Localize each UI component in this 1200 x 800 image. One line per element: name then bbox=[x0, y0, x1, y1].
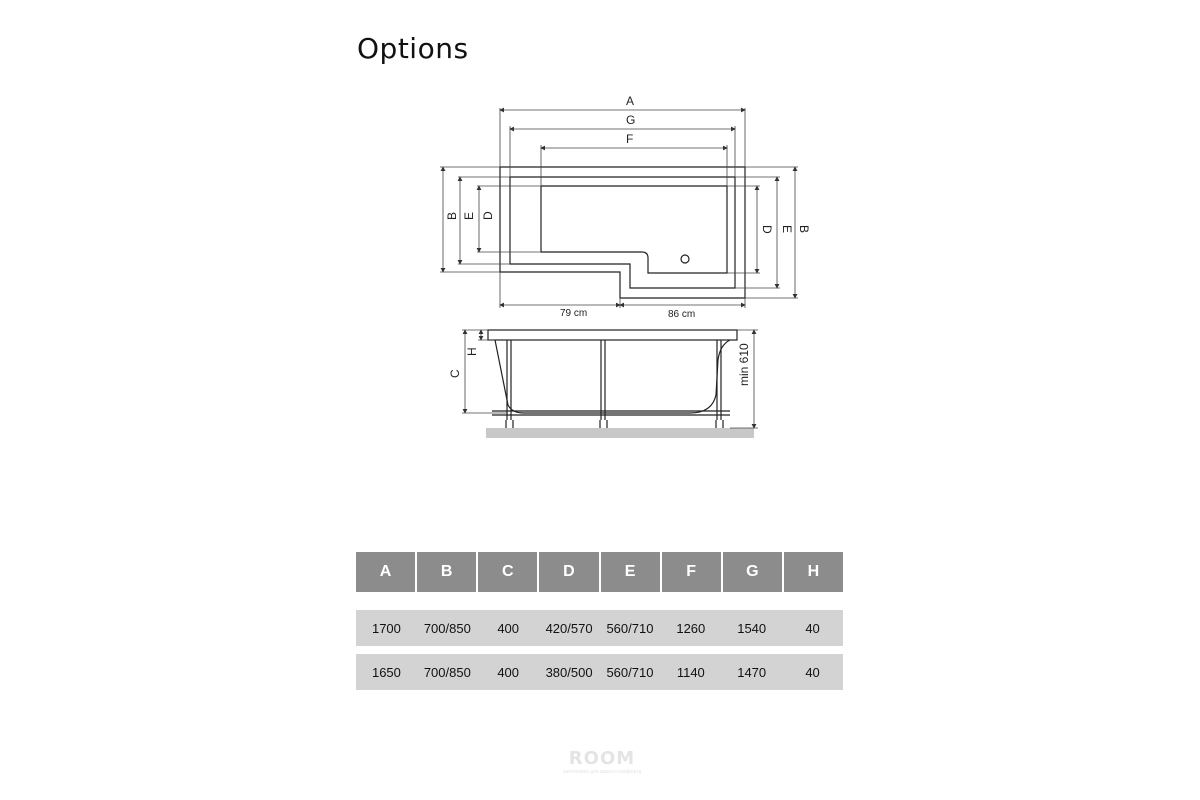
table-header-cell: A bbox=[356, 552, 417, 592]
top-dimension-lines bbox=[440, 108, 798, 308]
table-cell: 380/500 bbox=[545, 664, 593, 680]
label-g: G bbox=[626, 113, 636, 127]
table-cell: 40 bbox=[805, 620, 820, 636]
brand-logo bbox=[552, 748, 652, 775]
table-row bbox=[356, 610, 843, 646]
tub-profile bbox=[495, 340, 730, 413]
side-view bbox=[488, 330, 737, 428]
label-c: C bbox=[448, 369, 462, 378]
tub-basin bbox=[541, 186, 727, 273]
label-f: F bbox=[626, 132, 634, 146]
floor bbox=[486, 428, 754, 438]
table-cell: 700/850 bbox=[423, 620, 471, 636]
table-row bbox=[356, 654, 843, 690]
logo-word: ROOM bbox=[568, 748, 636, 769]
logo-tagline: сантехника для вашего комфорта bbox=[562, 769, 642, 775]
table-cell: 1140 bbox=[676, 664, 705, 680]
label-d-left: D bbox=[481, 211, 495, 220]
label-min-height: min 610 bbox=[737, 343, 751, 386]
table-body bbox=[356, 610, 843, 690]
table-cell: 1700 bbox=[371, 620, 401, 636]
table-cell: 40 bbox=[805, 664, 820, 680]
tub-inner-rim bbox=[510, 177, 735, 288]
table-cell: 1650 bbox=[371, 664, 401, 680]
label-d-right: D bbox=[760, 225, 774, 234]
table-header-cell: C bbox=[478, 552, 539, 592]
table-header-cell: E bbox=[601, 552, 662, 592]
label-b-left: B bbox=[445, 211, 459, 220]
table-cell: 700/850 bbox=[423, 664, 471, 680]
table-header-cell: F bbox=[662, 552, 723, 592]
top-view bbox=[500, 167, 745, 298]
label-e-left: E bbox=[462, 211, 476, 220]
table-cell: 560/710 bbox=[606, 620, 654, 636]
tub-rim bbox=[488, 330, 737, 340]
table-header-row bbox=[356, 552, 843, 592]
label-b-right: B bbox=[797, 225, 811, 234]
table-cell: 1260 bbox=[676, 620, 706, 636]
table-cell: 1540 bbox=[737, 620, 767, 636]
tub-outer-outline bbox=[500, 167, 745, 298]
dimensions-table bbox=[356, 552, 843, 690]
label-left-length: 79 cm bbox=[560, 308, 588, 319]
table-cell: 1470 bbox=[737, 664, 767, 680]
table-cell: 400 bbox=[497, 620, 520, 636]
table-header-cell: G bbox=[723, 552, 784, 592]
table-header-cell: D bbox=[539, 552, 600, 592]
page-title: Options bbox=[357, 32, 469, 65]
table-cell: 560/710 bbox=[606, 664, 654, 680]
drain-icon bbox=[681, 255, 689, 263]
table-header-cell: B bbox=[417, 552, 478, 592]
table-cell: 400 bbox=[497, 664, 520, 680]
label-a: A bbox=[626, 94, 635, 108]
label-right-length: 86 cm bbox=[668, 309, 696, 320]
table-header-cell: H bbox=[807, 563, 820, 580]
label-e-right: E bbox=[780, 225, 794, 234]
label-h: H bbox=[465, 347, 479, 356]
table-cell: 420/570 bbox=[545, 620, 593, 636]
